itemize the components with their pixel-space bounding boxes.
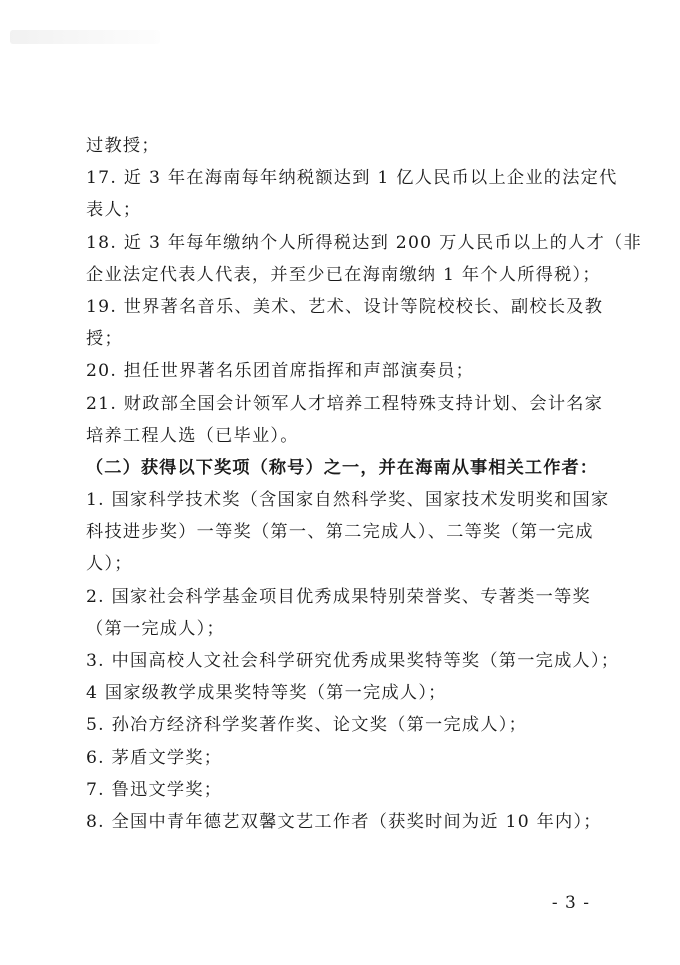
text-line: 18. 近 3 年每年缴纳个人所得税达到 200 万人民币以上的人才（非 [86,232,642,253]
text-line: （第一完成人）； [86,618,225,639]
text-line: 3. 中国高校人文社会科学研究优秀成果奖特等奖（第一完成人）； [86,651,620,671]
text-line: 表人； [86,200,142,221]
document-body [86,130,642,838]
page-number: - 3 - [551,893,590,913]
text-line: 2. 国家社会科学基金项目优秀成果特别荣誉奖、专著类一等奖 [86,586,591,607]
text-line: 19. 世界著名音乐、美术、艺术、设计等院校校长、副校长及教 [86,296,604,317]
text-line: 7. 鲁迅文学奖； [86,779,223,800]
text-line: 17. 近 3 年在海南每年纳税额达到 1 亿人民币以上企业的法定代 [86,168,618,189]
text-line: 6. 茅盾文学奖； [86,747,223,768]
text-line: 21. 财政部全国会计领军人才培养工程特殊支持计划、会计名家 [86,393,604,414]
text-line: 培养工程人选（已毕业）。 [86,425,299,446]
text-line: 科技进步奖）一等奖（第一、第二完成人）、二等奖（第一完成 [86,522,594,543]
text-line: 8. 全国中青年德艺双馨文艺工作者（获奖时间为近 10 年内）； [86,811,602,832]
text-line: 企业法定代表人代表，并至少已在海南缴纳 1 年个人所得税）； [86,264,601,285]
text-line: 人）； [86,554,133,575]
text-line: 4 国家级教学成果奖特等奖（第一完成人）； [86,683,447,704]
text-line: 授； [86,329,123,350]
scan-artifact [10,30,160,44]
text-line: 过教授； [86,136,160,156]
text-line: 20. 担任世界著名乐团首席指挥和声部演奏员； [86,361,475,382]
text-line: 1. 国家科学技术奖（含国家自然科学奖、国家技术发明奖和国家 [86,490,610,511]
section-heading: （二）获得以下奖项（称号）之一，并在海南从事相关工作者： [86,457,599,478]
text-line: 5. 孙冶方经济科学奖著作奖、论文奖（第一完成人）； [86,715,528,736]
